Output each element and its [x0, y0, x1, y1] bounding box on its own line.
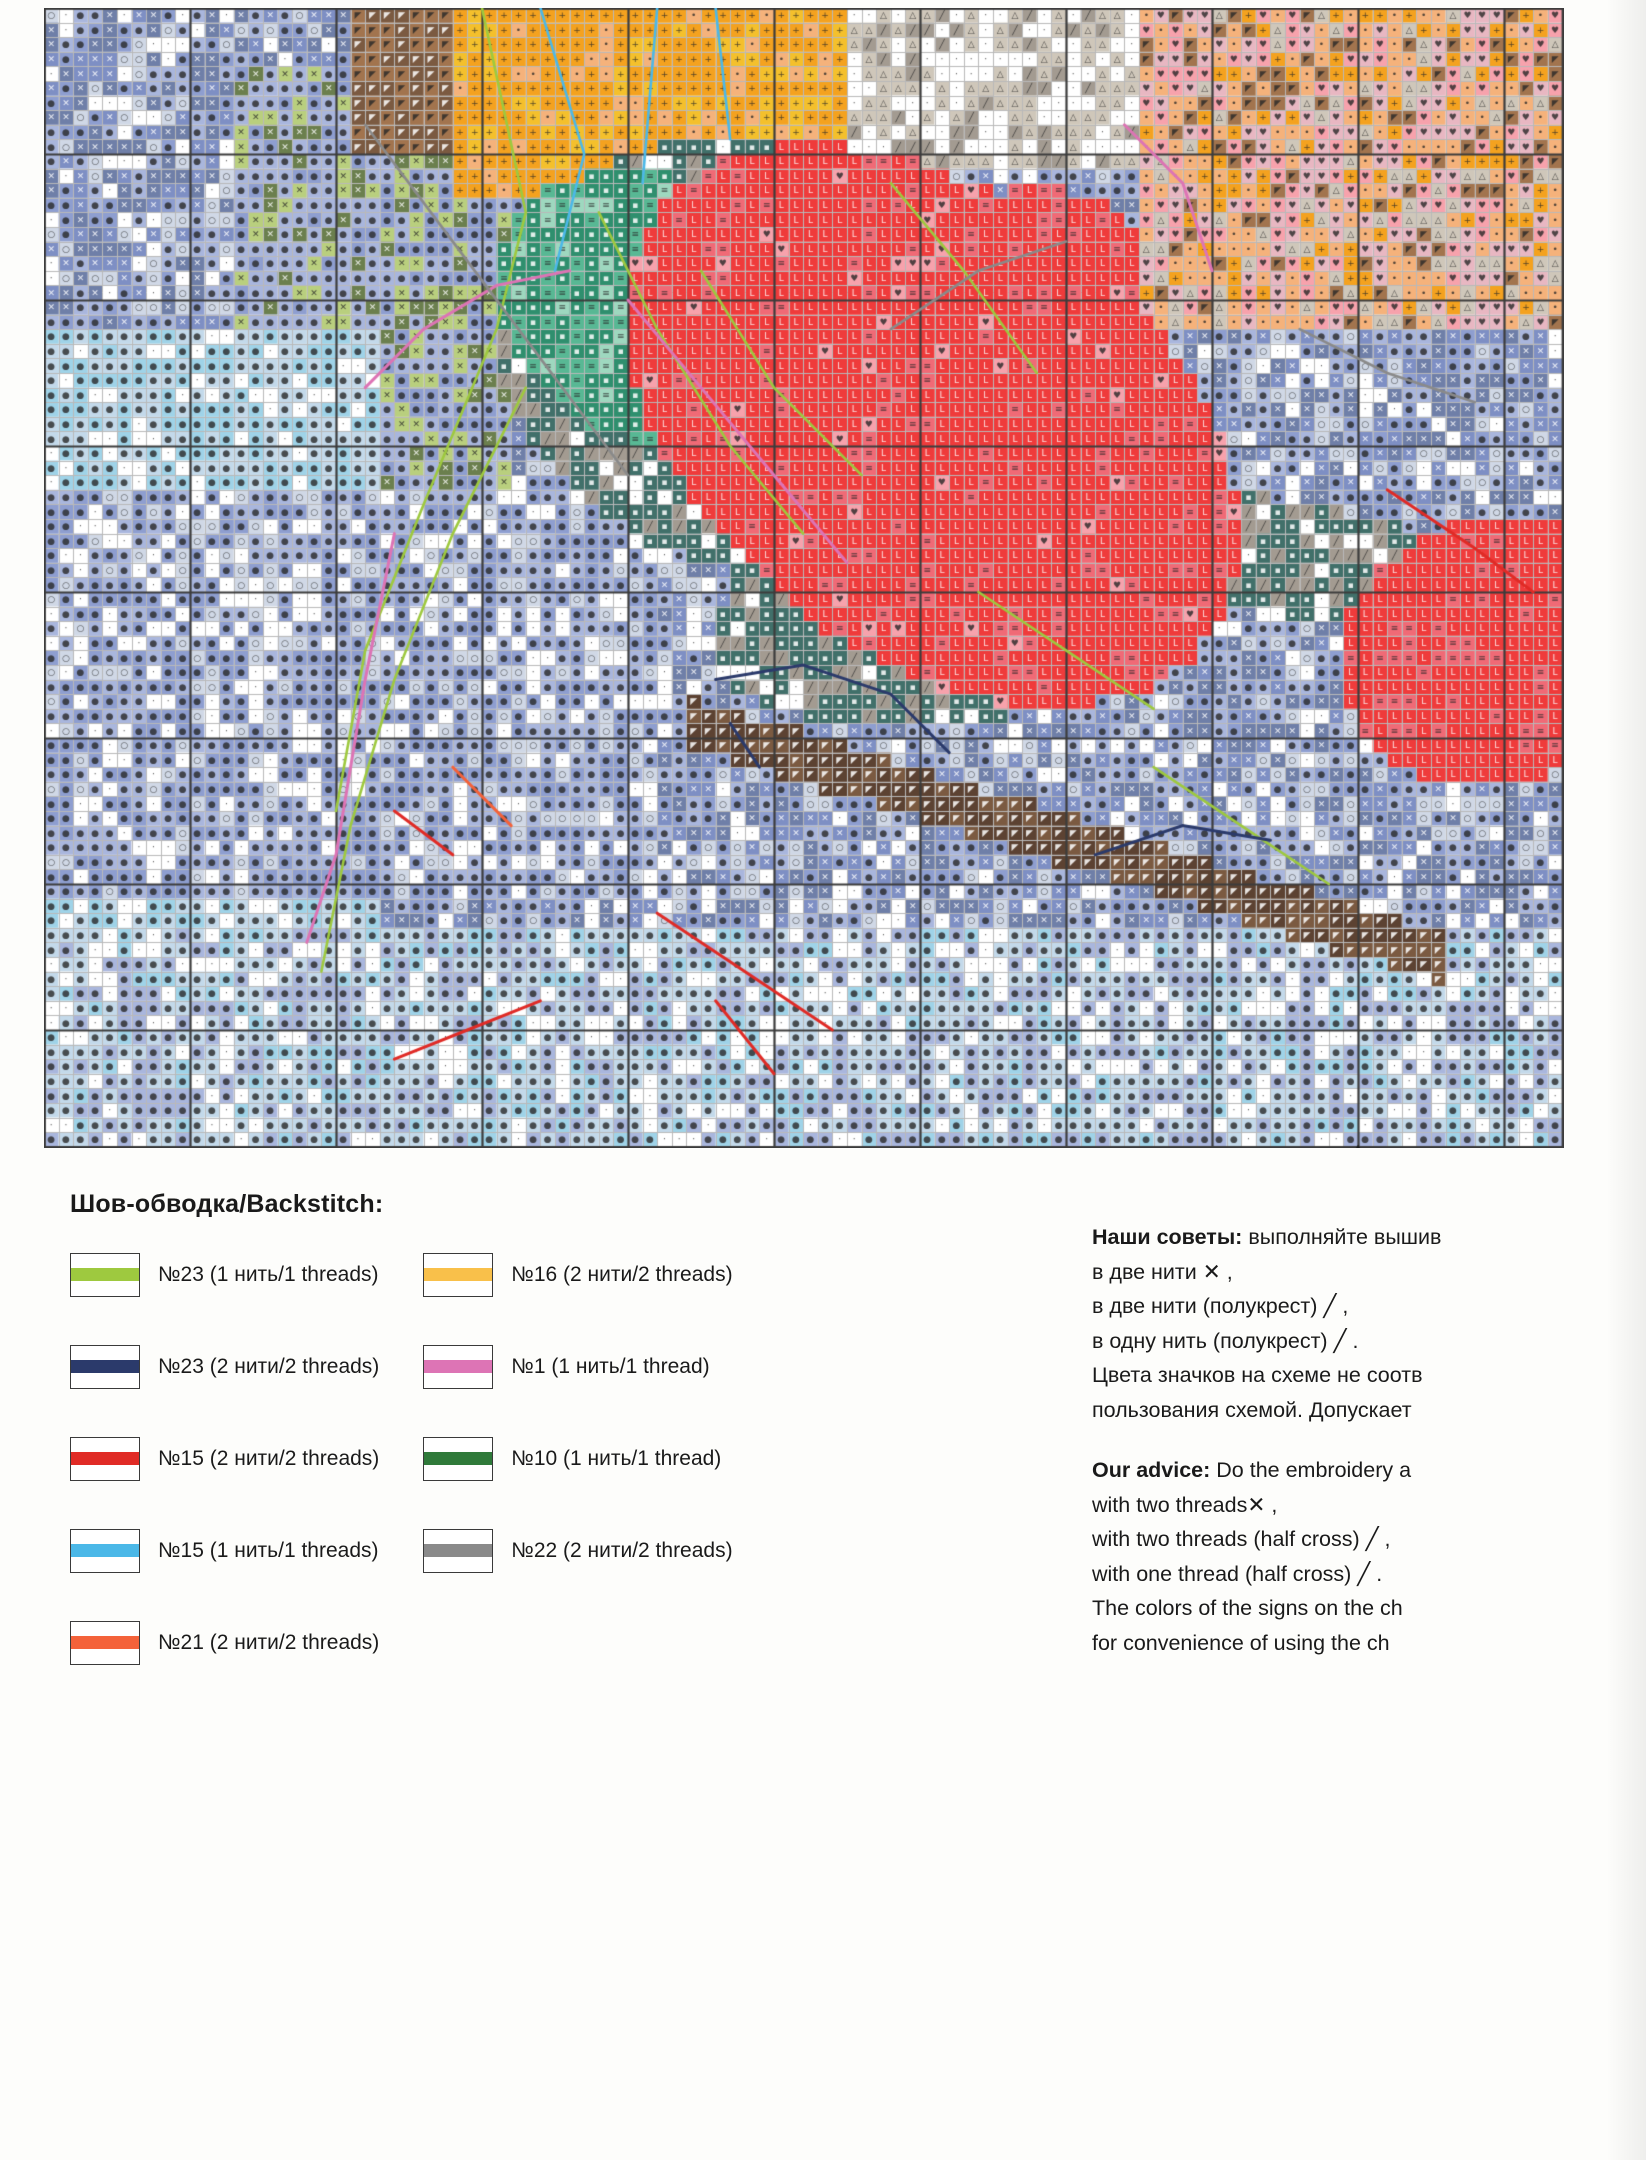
- legend-item: [70, 1345, 379, 1389]
- legend-item-label: №22 (2 нити/2 threads): [511, 1539, 733, 1562]
- advice-ru-line4: в одну нить (полукрест) ╱ .: [1092, 1328, 1359, 1353]
- advice-en-line3: with two threads (half cross) ╱ ,: [1092, 1527, 1391, 1552]
- legend-item-label: №10 (1 нить/1 thread): [511, 1447, 722, 1470]
- advice-ru-heading: Наши советы:: [1092, 1225, 1243, 1249]
- legend-item: [423, 1529, 732, 1573]
- advice-ru-heading-rest: выполняйте вышив: [1242, 1225, 1442, 1249]
- legend-title: Шов-обводка/Backstitch:: [70, 1190, 384, 1218]
- advice-text: [1092, 1222, 1612, 1662]
- advice-en-heading-rest: Do the embroidery a: [1210, 1458, 1412, 1483]
- color-swatch: [70, 1529, 140, 1573]
- advice-en-block: [1092, 1455, 1612, 1658]
- swatch-bar: [424, 1268, 492, 1281]
- legend-item: [70, 1621, 379, 1665]
- swatch-bar: [71, 1544, 139, 1557]
- advice-ru-line6: пользования схемой. Допускает: [1092, 1397, 1412, 1422]
- color-swatch: [423, 1529, 493, 1573]
- advice-en-line6: for convenience of using the ch: [1092, 1630, 1390, 1655]
- legend-column-1: [70, 1253, 379, 1665]
- color-swatch: [70, 1437, 140, 1481]
- legend-item-label: №15 (2 нити/2 threads): [158, 1447, 380, 1470]
- advice-en-line5: The colors of the signs on the ch: [1092, 1596, 1403, 1621]
- swatch-bar: [71, 1636, 139, 1649]
- advice-en-line2: with two threads✕ ,: [1092, 1492, 1278, 1517]
- legend-column-2: [423, 1253, 732, 1665]
- legend-item-label: №16 (2 нити/2 threads): [511, 1263, 733, 1286]
- advice-ru-line2: в две нити ✕ ,: [1092, 1259, 1233, 1284]
- legend-item-label: №1 (1 нить/1 thread): [511, 1355, 710, 1378]
- advice-en-line1: [1092, 1455, 1612, 1486]
- swatch-bar: [424, 1544, 492, 1557]
- color-swatch: [423, 1437, 493, 1481]
- swatch-bar: [71, 1452, 139, 1465]
- legend-item: [423, 1253, 732, 1297]
- legend-item: [423, 1437, 732, 1481]
- legend-columns: [70, 1253, 1020, 1665]
- swatch-bar: [424, 1452, 492, 1465]
- advice-ru-line3: в две нити (полукрест) ╱ ,: [1092, 1294, 1349, 1319]
- legend-item: [70, 1437, 379, 1481]
- legend-item: [70, 1529, 379, 1573]
- advice-ru-line1: [1092, 1222, 1612, 1253]
- legend-item: [423, 1345, 732, 1389]
- swatch-bar: [424, 1360, 492, 1373]
- advice-ru-line5: Цвета значков на схеме не соотв: [1092, 1363, 1423, 1388]
- color-swatch: [70, 1253, 140, 1297]
- swatch-bar: [71, 1268, 139, 1281]
- swatch-bar: [71, 1360, 139, 1373]
- chart-canvas: [44, 8, 1564, 1148]
- advice-en-heading: Our advice:: [1092, 1458, 1211, 1483]
- color-swatch: [423, 1345, 493, 1389]
- legend-item-label: №23 (2 нити/2 threads): [158, 1355, 380, 1378]
- color-swatch: [70, 1621, 140, 1665]
- backstitch-legend: [70, 1190, 1020, 1665]
- color-swatch: [70, 1345, 140, 1389]
- legend-item-label: №23 (1 нить/1 threads): [158, 1263, 379, 1286]
- color-swatch: [423, 1253, 493, 1297]
- legend-item-label: №15 (1 нить/1 threads): [158, 1539, 379, 1562]
- cross-stitch-chart: [44, 8, 1564, 1148]
- legend-item-label: №21 (2 нити/2 threads): [158, 1631, 380, 1654]
- advice-en-line4: with one thread (half cross) ╱ .: [1092, 1561, 1383, 1586]
- legend-item: [70, 1253, 379, 1297]
